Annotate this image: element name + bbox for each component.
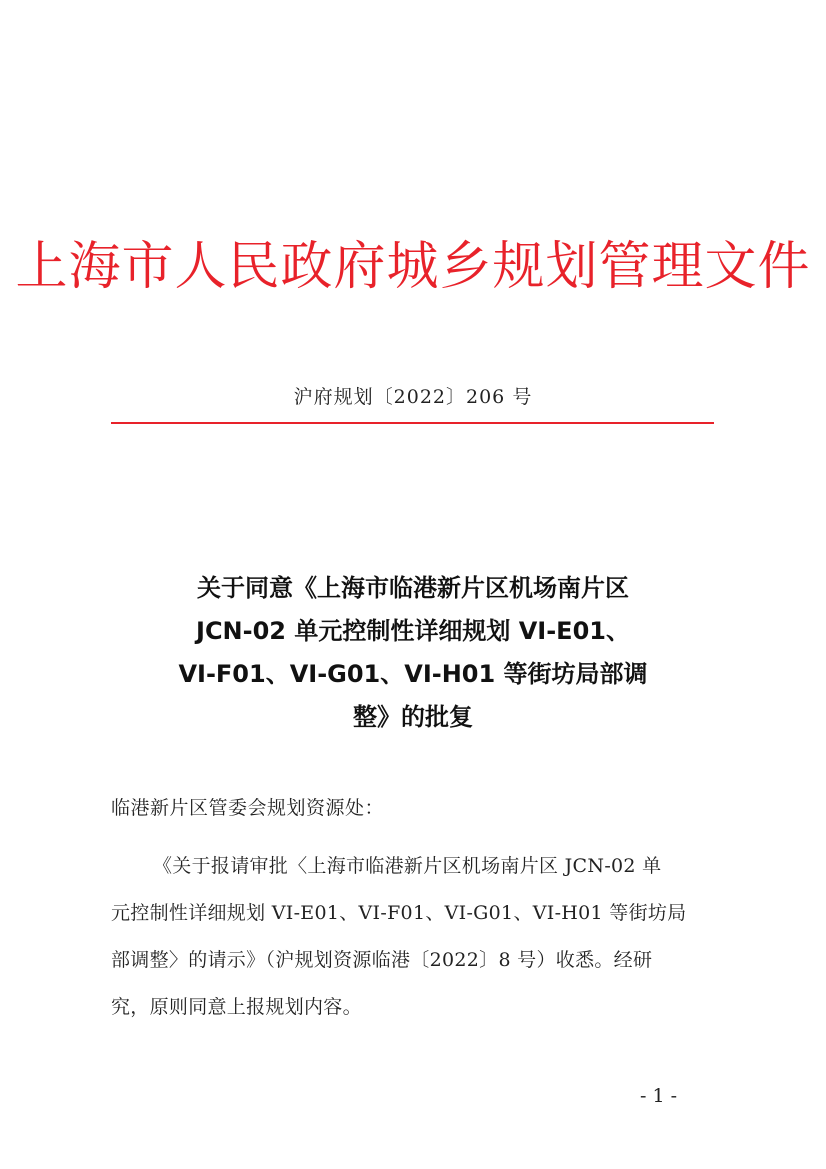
body-line: 究，原则同意上报规划内容。 xyxy=(111,996,362,1018)
page-number: - 1 - xyxy=(640,1085,678,1107)
body-paragraph xyxy=(111,843,715,1031)
body-line: 《关于报请审批〈上海市临港新片区机场南片区 JCN-02 单 xyxy=(153,855,662,877)
document-masthead: 上海市人民政府城乡规划管理文件 xyxy=(15,237,811,297)
subject-line: JCN-02 单元控制性详细规划 VI-E01、 xyxy=(196,617,630,645)
body-line: 部调整〉的请示》（沪规划资源临港〔2022〕8 号）收悉。经研 xyxy=(111,949,653,971)
recipient-line: 临港新片区管委会规划资源处： xyxy=(111,797,385,819)
document-subject xyxy=(150,567,676,739)
subject-line: 整》的批复 xyxy=(353,703,473,731)
document-number: 沪府规划〔2022〕206 号 xyxy=(293,386,533,408)
body-line: 元控制性详细规划 VI-E01、VI-F01、VI-G01、VI-H01 等街坊局 xyxy=(111,902,687,924)
subject-line: 关于同意《上海市临港新片区机场南片区 xyxy=(197,574,629,602)
subject-line: VI-F01、VI-G01、VI-H01 等街坊局部调 xyxy=(178,660,648,688)
red-separator-line xyxy=(111,422,714,424)
